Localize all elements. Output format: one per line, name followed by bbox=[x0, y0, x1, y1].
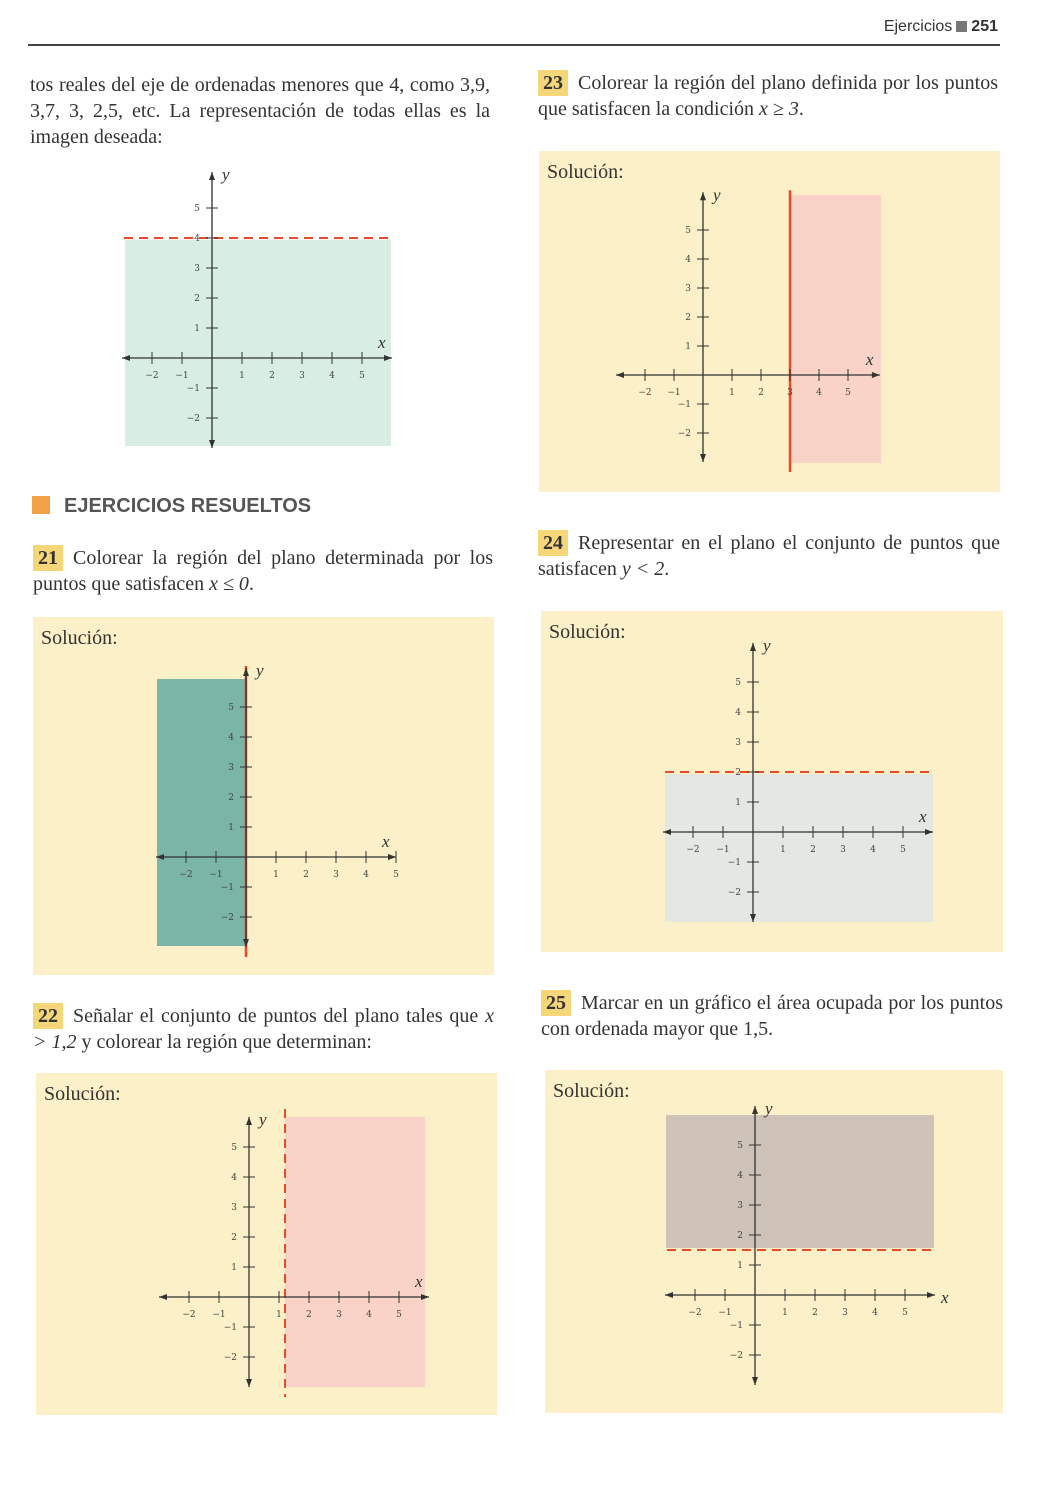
x-axis-arrow-icon bbox=[616, 372, 624, 378]
x-tick-label: 4 bbox=[816, 388, 822, 398]
section-title: EJERCICIOS RESUELTOS bbox=[32, 495, 311, 518]
header-square-icon bbox=[956, 21, 967, 32]
exercise-number: 21 bbox=[33, 545, 63, 571]
exercise-number: 24 bbox=[538, 530, 568, 556]
x-tick-label: 4 bbox=[870, 845, 876, 855]
x-tick-label: 1 bbox=[729, 388, 735, 398]
x-axis-arrow-icon bbox=[384, 355, 392, 361]
x-tick-label: −2 bbox=[686, 845, 700, 855]
x-tick-label: −1 bbox=[209, 870, 223, 880]
y-tick-label: 4 bbox=[228, 733, 234, 743]
exercise-24-statement: 24 Representar en el plano el conjunto de puntos que satisfacen y < 2. bbox=[538, 532, 1000, 580]
header-title: Ejercicios bbox=[883, 18, 953, 35]
y-tick-label: 2 bbox=[194, 294, 200, 304]
y-tick-label: 1 bbox=[194, 324, 200, 334]
x-tick-label: −2 bbox=[179, 870, 193, 880]
x-axis-arrow-icon bbox=[159, 1294, 167, 1300]
y-tick-label: −2 bbox=[729, 1351, 743, 1361]
x-axis-label: x bbox=[865, 350, 874, 369]
y-tick-label: 4 bbox=[735, 708, 741, 718]
y-tick-label: −1 bbox=[220, 883, 234, 893]
y-tick-label: −2 bbox=[220, 913, 234, 923]
y-axis-arrow-icon bbox=[246, 1117, 252, 1125]
exercise-25-graph bbox=[665, 1099, 965, 1398]
y-tick-label: 3 bbox=[231, 1203, 237, 1213]
y-tick-label: 3 bbox=[735, 738, 741, 748]
x-tick-label: 1 bbox=[276, 1310, 282, 1320]
y-tick-label: 5 bbox=[737, 1141, 743, 1151]
y-tick-label: 4 bbox=[685, 255, 691, 265]
x-tick-label: 3 bbox=[787, 388, 793, 398]
x-tick-label: 2 bbox=[812, 1308, 818, 1318]
x-tick-label: 1 bbox=[239, 371, 245, 381]
x-tick-label: 3 bbox=[840, 845, 846, 855]
y-axis-arrow-icon bbox=[700, 192, 706, 200]
solution-label: Solución: bbox=[44, 1083, 121, 1105]
x-tick-label: 4 bbox=[329, 371, 335, 381]
x-tick-label: 3 bbox=[842, 1308, 848, 1318]
intro-paragraph: tos reales del eje de ordenadas menores que 4, como 3,9, 3,7, 3, 2,5, etc. La representación de todas ellas es la imagen deseada: bbox=[30, 74, 490, 148]
x-tick-label: −1 bbox=[718, 1308, 732, 1318]
y-tick-label: 1 bbox=[737, 1261, 743, 1271]
exercise-number: 23 bbox=[538, 70, 568, 96]
x-axis-arrow-icon bbox=[665, 1292, 673, 1298]
x-tick-label: 5 bbox=[359, 371, 365, 381]
y-tick-label: 3 bbox=[194, 264, 200, 274]
section-square-icon bbox=[32, 496, 50, 514]
solution-label: Solución: bbox=[41, 627, 118, 649]
y-tick-label: −1 bbox=[223, 1323, 237, 1333]
y-axis-arrow-icon bbox=[209, 440, 215, 448]
x-tick-label: −1 bbox=[212, 1310, 226, 1320]
y-axis-arrow-icon bbox=[700, 454, 706, 462]
exercise-22-solution-box bbox=[36, 1073, 497, 1415]
y-tick-label: 2 bbox=[228, 793, 234, 803]
y-axis-label: y bbox=[222, 165, 230, 184]
y-tick-label: 1 bbox=[735, 798, 741, 808]
x-tick-label: 1 bbox=[782, 1308, 788, 1318]
solution-label: Solución: bbox=[553, 1080, 630, 1102]
x-tick-label: 4 bbox=[872, 1308, 878, 1318]
y-tick-label: −2 bbox=[677, 429, 691, 439]
header-rule bbox=[28, 44, 1000, 46]
y-axis-arrow-icon bbox=[243, 668, 249, 676]
x-axis-label: x bbox=[919, 807, 927, 826]
x-axis-arrow-icon bbox=[156, 854, 164, 860]
exercise-21-statement: 21 Colorear la región del plano determinada por los puntos que satisfacen x ≤ 0. bbox=[33, 547, 493, 595]
y-tick-label: 4 bbox=[737, 1171, 743, 1181]
y-tick-label: 5 bbox=[228, 703, 234, 713]
x-tick-label: 2 bbox=[269, 371, 275, 381]
x-axis-arrow-icon bbox=[927, 1292, 935, 1298]
x-tick-label: 5 bbox=[845, 388, 851, 398]
x-tick-label: −1 bbox=[716, 845, 730, 855]
y-tick-label: −2 bbox=[727, 888, 741, 898]
y-axis-arrow-icon bbox=[209, 172, 215, 180]
x-axis-label: x bbox=[415, 1272, 423, 1291]
x-tick-label: 2 bbox=[810, 845, 816, 855]
x-tick-label: −2 bbox=[688, 1308, 702, 1318]
x-tick-label: −1 bbox=[667, 388, 681, 398]
y-tick-label: 3 bbox=[228, 763, 234, 773]
y-tick-label: −1 bbox=[729, 1321, 743, 1331]
y-tick-label: 1 bbox=[685, 342, 691, 352]
x-tick-label: −2 bbox=[145, 371, 159, 381]
x-tick-label: 3 bbox=[333, 870, 339, 880]
y-tick-label: 4 bbox=[194, 234, 200, 244]
x-axis-arrow-icon bbox=[421, 1294, 429, 1300]
solution-label: Solución: bbox=[547, 161, 624, 183]
x-tick-label: 1 bbox=[273, 870, 279, 880]
y-tick-label: 2 bbox=[735, 768, 741, 778]
y-tick-label: 2 bbox=[231, 1233, 237, 1243]
x-tick-label: 5 bbox=[393, 870, 399, 880]
x-tick-label: −2 bbox=[638, 388, 652, 398]
y-tick-label: 2 bbox=[737, 1231, 743, 1241]
x-axis-arrow-icon bbox=[663, 829, 671, 835]
x-axis-label: x bbox=[941, 1288, 949, 1307]
exercise-23-graph bbox=[609, 187, 909, 477]
y-tick-label: 3 bbox=[685, 284, 691, 294]
y-axis-arrow-icon bbox=[246, 1379, 252, 1387]
x-tick-label: 4 bbox=[363, 870, 369, 880]
y-axis-arrow-icon bbox=[752, 1377, 758, 1385]
y-axis-arrow-icon bbox=[243, 939, 249, 947]
x-axis-arrow-icon bbox=[388, 854, 396, 860]
y-tick-label: 1 bbox=[231, 1263, 237, 1273]
y-tick-label: 5 bbox=[194, 204, 200, 214]
y-tick-label: 4 bbox=[231, 1173, 237, 1183]
y-tick-label: −1 bbox=[186, 384, 200, 394]
exercise-23-statement: 23 Colorear la región del plano definida por los puntos que satisfacen la condición x ≥ 3. bbox=[538, 72, 998, 120]
exercise-22-statement: 22 Señalar el conjunto de puntos del plano tales que x > 1,2 y colorear la región que determinan: bbox=[33, 1005, 494, 1053]
x-tick-label: −1 bbox=[175, 371, 189, 381]
page-header bbox=[884, 18, 998, 36]
y-tick-label: −1 bbox=[727, 858, 741, 868]
solution-label: Solución: bbox=[549, 621, 626, 643]
x-axis-arrow-icon bbox=[925, 829, 933, 835]
y-axis-arrow-icon bbox=[750, 643, 756, 651]
x-axis-arrow-icon bbox=[872, 372, 880, 378]
x-tick-label: 3 bbox=[336, 1310, 342, 1320]
exercise-23-solution-box bbox=[539, 151, 1000, 492]
exercise-21-solution-box bbox=[33, 617, 494, 975]
y-axis-label: y bbox=[765, 1099, 773, 1118]
x-tick-label: 2 bbox=[303, 870, 309, 880]
y-tick-label: 1 bbox=[228, 823, 234, 833]
exercise-25-statement: 25 Marcar en un gráfico el área ocupada por los puntos con ordenada mayor que 1,5. bbox=[541, 992, 1003, 1040]
x-axis-arrow-icon bbox=[122, 355, 130, 361]
y-tick-label: −2 bbox=[186, 414, 200, 424]
exercise-22-graph bbox=[156, 1103, 446, 1393]
x-tick-label: 2 bbox=[306, 1310, 312, 1320]
y-tick-label: −1 bbox=[677, 400, 691, 410]
y-tick-label: 5 bbox=[231, 1143, 237, 1153]
intro-graph bbox=[110, 165, 410, 460]
exercise-number: 25 bbox=[541, 990, 571, 1016]
y-axis-label: y bbox=[713, 185, 721, 205]
exercise-24-solution-box bbox=[541, 611, 1003, 952]
x-tick-label: 5 bbox=[902, 1308, 908, 1318]
x-axis-label: x bbox=[382, 832, 390, 851]
y-tick-label: 5 bbox=[685, 226, 691, 236]
page-number: 251 bbox=[971, 18, 998, 35]
y-axis-label: y bbox=[259, 1110, 267, 1129]
y-tick-label: 2 bbox=[685, 313, 691, 323]
y-axis-label: y bbox=[256, 661, 264, 680]
x-tick-label: −2 bbox=[182, 1310, 196, 1320]
y-tick-label: 3 bbox=[737, 1201, 743, 1211]
x-tick-label: 4 bbox=[366, 1310, 372, 1320]
exercise-25-solution-box bbox=[545, 1070, 1003, 1413]
exercise-24-graph bbox=[661, 636, 961, 937]
y-axis-label: y bbox=[763, 636, 771, 655]
x-tick-label: 1 bbox=[780, 845, 786, 855]
y-tick-label: −2 bbox=[223, 1353, 237, 1363]
y-axis-arrow-icon bbox=[750, 914, 756, 922]
exercise-21-graph bbox=[153, 661, 413, 957]
x-tick-label: 2 bbox=[758, 388, 764, 398]
x-tick-label: 5 bbox=[396, 1310, 402, 1320]
x-tick-label: 3 bbox=[299, 371, 305, 381]
x-axis-label: x bbox=[378, 333, 386, 352]
y-tick-label: 5 bbox=[735, 678, 741, 688]
x-tick-label: 5 bbox=[900, 845, 906, 855]
y-axis-arrow-icon bbox=[752, 1106, 758, 1114]
exercise-number: 22 bbox=[33, 1003, 63, 1029]
